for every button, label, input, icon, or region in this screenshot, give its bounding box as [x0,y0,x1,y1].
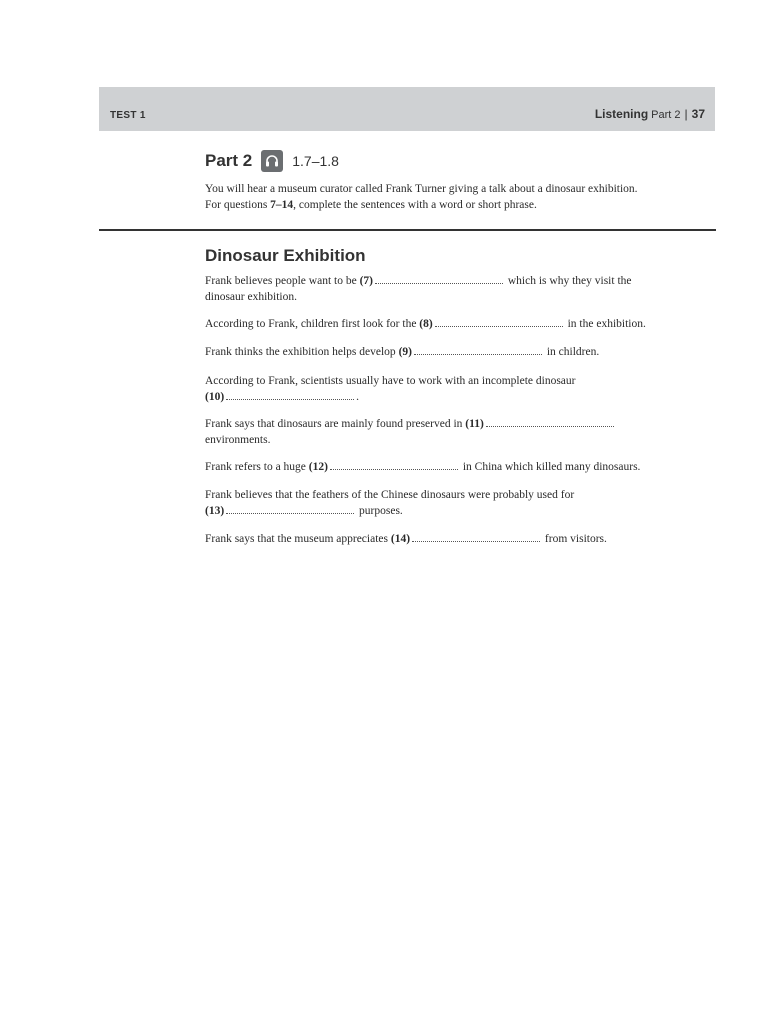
answer-blank[interactable] [414,344,542,355]
question-10 [205,373,725,405]
question-text: Frank refers to a huge [205,461,309,473]
question-14 [205,531,725,547]
question-number: (7) [359,275,373,287]
question-text: from visitors. [542,533,607,545]
question-text: Frank says that dinosaurs are mainly found preserved in [205,418,466,430]
question-text: Frank believes people want to be [205,275,360,287]
question-text: Frank thinks the exhibition helps develop [205,346,399,358]
answer-blank[interactable] [486,416,614,427]
question-text: which is why they visit the [505,275,632,287]
question-text: in China which killed many dinosaurs. [459,461,641,473]
answer-blank[interactable] [226,503,354,514]
question-number: (10) [205,391,225,403]
instructions-text: , complete the sentences with a word or short phrase. [293,199,537,211]
instructions-line-1: You will hear a museum curator called Frank Turner giving a talk about a dinosaur exhibition. [205,183,638,195]
question-11 [205,416,725,448]
answer-blank[interactable] [226,389,354,400]
header-section-info [595,107,705,121]
question-text: Frank believes that the feathers of the Chinese dinosaurs were probably used for [205,489,575,501]
instructions-text: For questions [205,199,271,211]
instructions [205,181,725,213]
audio-track-number: 1.7–1.8 [292,153,339,169]
question-text: environments. [205,434,271,446]
question-text: in children. [543,346,600,358]
question-7 [205,273,725,305]
question-number: (14) [390,533,411,545]
question-8 [205,316,725,332]
question-number: (11) [465,418,484,430]
question-text: . [356,391,360,403]
page-number: 37 [691,107,705,121]
header-separator: | [684,107,688,121]
section-divider [99,229,716,231]
question-number: (9) [398,346,412,358]
test-label: TEST 1 [110,110,146,121]
question-12 [205,459,725,475]
answer-blank[interactable] [435,316,563,327]
question-text: According to Frank, scientists usually have to work with an incomplete dinosaur [205,375,576,387]
question-range: 7–14 [270,199,294,211]
question-number: (13) [205,505,225,517]
answer-blank[interactable] [412,531,540,542]
question-number: (12) [308,461,328,473]
answer-blank[interactable] [330,459,458,470]
question-9 [205,344,725,360]
instructions-line-2 [205,197,725,213]
question-13 [205,487,725,519]
section-name: Listening [594,107,649,121]
section-title: Dinosaur Exhibition [205,246,366,265]
question-text: According to Frank, children first look for the [205,318,420,330]
headphones-icon [261,150,283,172]
question-text: purposes. [356,505,403,517]
part-label: Part 2 [651,109,681,121]
question-text: dinosaur exhibition. [205,291,297,303]
part-heading [205,150,339,172]
answer-blank[interactable] [375,273,503,284]
question-text: Frank says that the museum appreciates [205,533,391,545]
question-text: in the exhibition. [564,318,646,330]
part-title: Part 2 [205,151,253,170]
question-number: (8) [419,318,433,330]
page-header [99,87,715,131]
